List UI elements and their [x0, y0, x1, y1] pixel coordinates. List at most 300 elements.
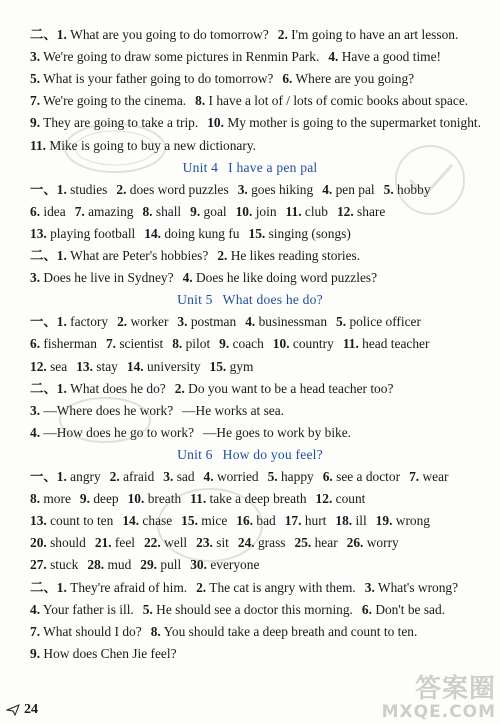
item-number: 4.: [203, 469, 214, 484]
unit-label: Unit 6: [177, 446, 213, 462]
answer-line: [30, 358, 488, 376]
answer-item: [335, 513, 366, 528]
item-text: playing football: [46, 225, 136, 241]
answer-item: [30, 580, 187, 595]
item-number: 10.: [207, 115, 224, 131]
answer-line: [30, 203, 488, 221]
item-number: 2.: [277, 27, 288, 42]
answer-item: [182, 403, 284, 418]
answer-item: [30, 381, 166, 396]
answer-item: [30, 138, 256, 153]
item-text: coach: [229, 336, 264, 352]
watermark-line2: MXQE.COM: [381, 702, 496, 722]
answer-item: [190, 557, 259, 572]
answer-line: [30, 512, 488, 530]
item-number: 9.: [219, 336, 230, 352]
item-number: 10.: [127, 491, 145, 507]
answer-item: [196, 535, 229, 550]
item-number: 11.: [285, 203, 302, 219]
item-text: deep: [89, 491, 119, 507]
answer-line: [30, 114, 488, 132]
item-number: 3.: [30, 402, 41, 418]
item-number: 9.: [30, 645, 41, 661]
item-text: doing kung fu: [161, 225, 240, 241]
unit-label: Unit 5: [177, 292, 213, 308]
item-text: should: [46, 535, 86, 551]
item-text: factory: [66, 314, 109, 330]
item-number: 二、1.: [30, 579, 67, 595]
item-number: 18.: [335, 513, 353, 529]
item-text: singing (songs): [265, 225, 351, 241]
item-text: Do you want to be a head teacher too?: [184, 380, 394, 396]
item-text: The cat is angry with them.: [206, 579, 356, 595]
answer-item: [316, 491, 366, 506]
item-text: What is your father going to do tomorrow?: [40, 71, 274, 87]
answer-item: [30, 491, 71, 506]
page-number: [6, 702, 38, 718]
item-number: 28.: [87, 557, 105, 573]
answer-item: [87, 557, 131, 572]
answer-item: [323, 469, 400, 484]
item-number: 11.: [342, 336, 359, 352]
answer-item: [30, 535, 86, 550]
answer-item: [268, 469, 314, 484]
answer-item: [30, 71, 273, 86]
answer-item: [204, 469, 259, 484]
answer-item: [337, 204, 385, 219]
answer-item: [278, 27, 459, 42]
answer-item: [347, 535, 399, 550]
unit-title: How do you feel?: [222, 446, 323, 462]
item-text: What's wrong?: [374, 579, 459, 595]
item-text: shall: [152, 203, 182, 219]
answer-item: [376, 513, 430, 528]
item-text: happy: [277, 469, 314, 484]
item-text: What are you going to do tomorrow?: [66, 27, 269, 42]
item-text: Your father is ill.: [40, 601, 134, 617]
answer-line: [30, 534, 488, 552]
item-number: 一、1.: [30, 181, 67, 197]
answer-item: [144, 226, 239, 241]
answer-item: [151, 624, 418, 639]
item-number: 10.: [272, 336, 290, 352]
answer-line: [30, 468, 488, 486]
item-text: What does he do?: [66, 380, 166, 396]
item-number: 6.: [322, 469, 333, 484]
item-text: We're going to the cinema.: [40, 93, 187, 109]
item-text: What should I do?: [40, 623, 142, 639]
item-number: 12.: [30, 358, 47, 374]
answer-line: [30, 26, 488, 44]
answer-item: [210, 359, 254, 374]
answer-item: [245, 314, 327, 329]
item-number: 13.: [76, 358, 93, 374]
item-text: What are Peter's hobbies?: [66, 248, 209, 263]
answer-item: [30, 359, 67, 374]
answer-item: [30, 93, 186, 108]
answer-line: [30, 48, 488, 66]
item-text: amazing: [84, 203, 134, 219]
item-number: 15.: [181, 513, 198, 529]
item-text: idea: [40, 203, 66, 219]
item-text: grass: [254, 535, 286, 551]
answer-item: [143, 602, 353, 617]
item-number: 一、1.: [30, 469, 67, 484]
item-number: 11.: [30, 137, 46, 153]
item-number: 8.: [150, 623, 161, 639]
item-number: 4.: [245, 314, 256, 330]
item-number: 14.: [144, 225, 162, 241]
item-number: 15.: [209, 358, 227, 374]
item-number: 2.: [196, 579, 207, 595]
answer-item: [322, 182, 374, 197]
item-text: does word puzzles: [126, 181, 229, 197]
item-text: Where are you going?: [292, 71, 415, 87]
answer-item: [30, 204, 66, 219]
answer-item: [76, 359, 118, 374]
item-text: My mother is going to the supermarket tonight.: [223, 115, 481, 131]
item-number: 3.: [364, 579, 375, 595]
item-number: 23.: [196, 535, 213, 551]
item-text: Does he like doing word puzzles?: [192, 270, 378, 286]
item-number: 30.: [190, 557, 207, 573]
item-text: mice: [197, 513, 228, 529]
unit-label: Unit 4: [182, 159, 219, 175]
item-text: They're afraid of him.: [66, 579, 188, 595]
item-text: count: [332, 491, 366, 507]
answer-item: [142, 204, 181, 219]
answer-item: [95, 535, 135, 550]
answer-item: [30, 270, 174, 285]
answer-line: [30, 225, 488, 243]
answer-item: [295, 535, 338, 550]
unit-heading: [0, 291, 500, 309]
item-text: hear: [311, 535, 338, 551]
paper-plane-icon: [6, 704, 20, 716]
item-text: mud: [104, 557, 132, 573]
item-text: postman: [187, 314, 237, 330]
answer-item: [238, 182, 314, 197]
answer-item: [236, 204, 277, 219]
item-text: hobby: [393, 181, 431, 197]
item-number: 2.: [109, 469, 120, 484]
item-number: 13.: [30, 225, 47, 241]
item-text: —He goes to work by bike.: [203, 424, 352, 440]
item-text: worry: [363, 535, 399, 551]
answer-item: [286, 204, 328, 219]
item-text: more: [40, 491, 71, 507]
answer-item: [203, 425, 351, 440]
answer-item: [328, 49, 441, 64]
answer-item: [30, 425, 194, 440]
item-text: —Where does he work?: [40, 402, 174, 418]
unit-title: What does he do?: [222, 292, 323, 308]
answer-item: [30, 226, 135, 241]
item-text: wear: [419, 469, 449, 484]
answer-line: [30, 247, 488, 265]
answer-line: [30, 269, 488, 287]
item-number: 4.: [328, 49, 339, 65]
watermark: [382, 676, 496, 722]
item-number: 29.: [140, 557, 158, 573]
answer-item: [163, 469, 194, 484]
item-number: 2.: [174, 380, 185, 396]
item-number: 4.: [30, 601, 41, 617]
item-number: 21.: [94, 535, 112, 551]
answer-item: [30, 49, 319, 64]
answer-item: [80, 491, 119, 506]
item-number: 14.: [126, 358, 144, 374]
item-number: 25.: [294, 535, 312, 551]
item-number: 4.: [30, 424, 41, 440]
item-number: 4.: [182, 270, 193, 286]
item-text: university: [143, 358, 201, 374]
item-text: They are going to take a trip.: [40, 115, 199, 131]
item-number: 10.: [235, 203, 253, 219]
item-text: He should see a doctor this morning.: [152, 601, 353, 617]
answer-item: [30, 314, 108, 329]
answer-item: [409, 469, 448, 484]
answer-item: [30, 624, 142, 639]
item-text: gym: [226, 358, 254, 374]
answer-line: [30, 313, 488, 331]
item-text: He likes reading stories.: [227, 248, 361, 263]
item-text: goes hiking: [247, 181, 314, 197]
item-text: scientist: [115, 336, 164, 352]
item-text: Don't be sad.: [371, 601, 446, 617]
answer-item: [140, 557, 181, 572]
item-text: pilot: [182, 336, 211, 352]
item-text: count to ten: [46, 513, 114, 529]
item-text: share: [353, 203, 386, 219]
item-text: stuck: [46, 557, 79, 573]
answer-item: [249, 226, 351, 241]
answer-item: [30, 115, 198, 130]
item-text: police officer: [346, 314, 421, 330]
item-text: pen pal: [332, 181, 375, 197]
item-text: —He works at sea.: [182, 402, 285, 418]
item-number: 7.: [409, 469, 420, 484]
answer-line: [30, 556, 488, 574]
answer-item: [365, 580, 458, 595]
item-text: worker: [127, 314, 169, 330]
answer-item: [181, 513, 227, 528]
answer-item: [172, 336, 210, 351]
answer-item: [273, 336, 334, 351]
item-number: 6.: [361, 601, 372, 617]
item-number: 7.: [30, 623, 41, 639]
item-number: 9.: [79, 491, 90, 507]
answer-item: [362, 602, 445, 617]
unit-title: I have a pen pal: [228, 159, 318, 175]
item-text: wrong: [392, 513, 430, 529]
item-number: 7.: [30, 93, 41, 109]
item-text: Mike is going to buy a new dictionary.: [46, 137, 256, 153]
item-number: 8.: [142, 203, 153, 219]
item-number: 11.: [190, 491, 207, 507]
answer-line: [30, 70, 488, 88]
item-number: 3.: [177, 314, 188, 330]
answer-item: [190, 204, 226, 219]
item-number: 12.: [336, 203, 354, 219]
item-text: afraid: [119, 469, 155, 484]
item-number: 3.: [30, 270, 41, 286]
item-number: 8.: [30, 491, 41, 507]
answer-item: [30, 557, 78, 572]
answer-item: [190, 491, 306, 506]
item-text: ill: [352, 513, 367, 529]
answer-item: [30, 646, 177, 661]
item-number: 15.: [248, 225, 266, 241]
item-text: sad: [173, 469, 195, 484]
item-number: 二、1.: [30, 248, 67, 263]
item-number: 27.: [30, 557, 47, 573]
answer-item: [30, 182, 107, 197]
item-number: 7.: [74, 203, 85, 219]
item-text: club: [301, 203, 328, 219]
item-number: 20.: [30, 535, 47, 551]
item-number: 9.: [30, 115, 41, 131]
item-text: well: [160, 535, 188, 551]
answer-item: [175, 381, 394, 396]
answer-item: [106, 336, 163, 351]
answer-item: [30, 27, 269, 42]
answer-item: [238, 535, 286, 550]
item-number: 17.: [284, 513, 302, 529]
item-text: worried: [213, 469, 259, 484]
answer-line: [30, 623, 488, 641]
answer-item: [285, 513, 327, 528]
item-text: sea: [46, 358, 68, 374]
answer-line: [30, 579, 488, 597]
item-text: breath: [144, 491, 182, 507]
item-number: 7.: [105, 336, 116, 352]
answer-item: [127, 359, 201, 374]
item-text: You should take a deep breath and count to ten.: [160, 623, 418, 639]
item-number: 二、1.: [30, 27, 67, 42]
item-number: 4.: [322, 181, 333, 197]
answer-item: [30, 336, 97, 351]
answer-line: [30, 645, 488, 663]
item-number: 22.: [143, 535, 161, 551]
answer-line: [30, 424, 488, 442]
item-number: 一、1.: [30, 314, 67, 330]
answer-item: [30, 513, 113, 528]
item-number: 14.: [122, 513, 140, 529]
item-number: 3.: [163, 469, 174, 484]
answer-item: [219, 336, 264, 351]
answer-item: [177, 314, 236, 329]
answer-item: [183, 270, 378, 285]
item-text: pull: [157, 557, 182, 573]
answer-item: [122, 513, 172, 528]
item-text: country: [289, 336, 334, 352]
unit-heading: [0, 159, 500, 177]
item-number: 26.: [346, 535, 364, 551]
answer-line: [30, 181, 488, 199]
item-text: goal: [200, 203, 227, 219]
answer-line: [30, 490, 488, 508]
answer-item: [30, 403, 173, 418]
item-number: 13.: [30, 513, 47, 529]
answer-item: [30, 469, 101, 484]
answer-item: [236, 513, 275, 528]
item-number: 16.: [236, 513, 254, 529]
item-text: join: [252, 203, 277, 219]
answer-item: [30, 248, 208, 263]
item-number: 9.: [190, 203, 201, 219]
item-number: 5.: [267, 469, 278, 484]
answer-line: [30, 402, 488, 420]
item-text: head teacher: [358, 336, 430, 352]
item-text: We're going to draw some pictures in Renmin Park.: [40, 49, 320, 65]
answer-item: [116, 182, 228, 197]
item-number: 6.: [30, 336, 41, 352]
answer-item: [343, 336, 430, 351]
item-text: take a deep breath: [206, 491, 307, 507]
answer-item: [144, 535, 187, 550]
answer-line: [30, 92, 488, 110]
item-text: studies: [66, 181, 108, 197]
item-text: fisherman: [40, 336, 97, 352]
answer-line: [30, 601, 488, 619]
item-number: 2.: [116, 181, 127, 197]
unit-heading: [0, 446, 500, 464]
answer-line: [30, 137, 488, 155]
item-text: everyone: [206, 557, 260, 573]
item-number: 8.: [172, 336, 183, 352]
item-number: 8.: [195, 93, 206, 109]
item-number: 5.: [336, 314, 347, 330]
answer-item: [128, 491, 182, 506]
item-text: businessman: [255, 314, 328, 330]
answer-item: [336, 314, 421, 329]
item-text: Have a good time!: [338, 49, 441, 65]
item-text: bad: [253, 513, 276, 529]
answer-line: [30, 380, 488, 398]
item-number: 24.: [237, 535, 255, 551]
item-text: How does Chen Jie feel?: [40, 645, 177, 661]
item-number: 二、1.: [30, 380, 67, 396]
item-text: sit: [212, 535, 229, 551]
item-number: 2.: [217, 248, 228, 263]
item-text: hurt: [301, 513, 327, 529]
item-number: 6.: [30, 203, 41, 219]
answer-item: [195, 93, 468, 108]
answer-item: [196, 580, 356, 595]
page-number-text: 24: [24, 702, 38, 717]
item-number: 5.: [30, 71, 41, 87]
item-text: —How does he go to work?: [40, 424, 195, 440]
answer-line: [30, 335, 488, 353]
item-number: 5.: [383, 181, 394, 197]
item-text: I'm going to have an art lesson.: [287, 27, 459, 42]
item-number: 12.: [315, 491, 333, 507]
item-number: 5.: [142, 601, 153, 617]
item-text: Does he live in Sydney?: [40, 270, 174, 286]
item-text: stay: [92, 358, 118, 374]
item-text: see a doctor: [332, 469, 401, 484]
answer-item: [207, 115, 481, 130]
item-text: I have a lot of / lots of comic books about space.: [205, 93, 469, 109]
item-number: 3.: [30, 49, 41, 65]
answer-item: [110, 469, 155, 484]
answer-item: [217, 248, 360, 263]
item-text: chase: [139, 513, 173, 529]
watermark-line1: 答案圈: [414, 674, 496, 704]
answer-item: [282, 71, 414, 86]
item-number: 3.: [237, 181, 248, 197]
